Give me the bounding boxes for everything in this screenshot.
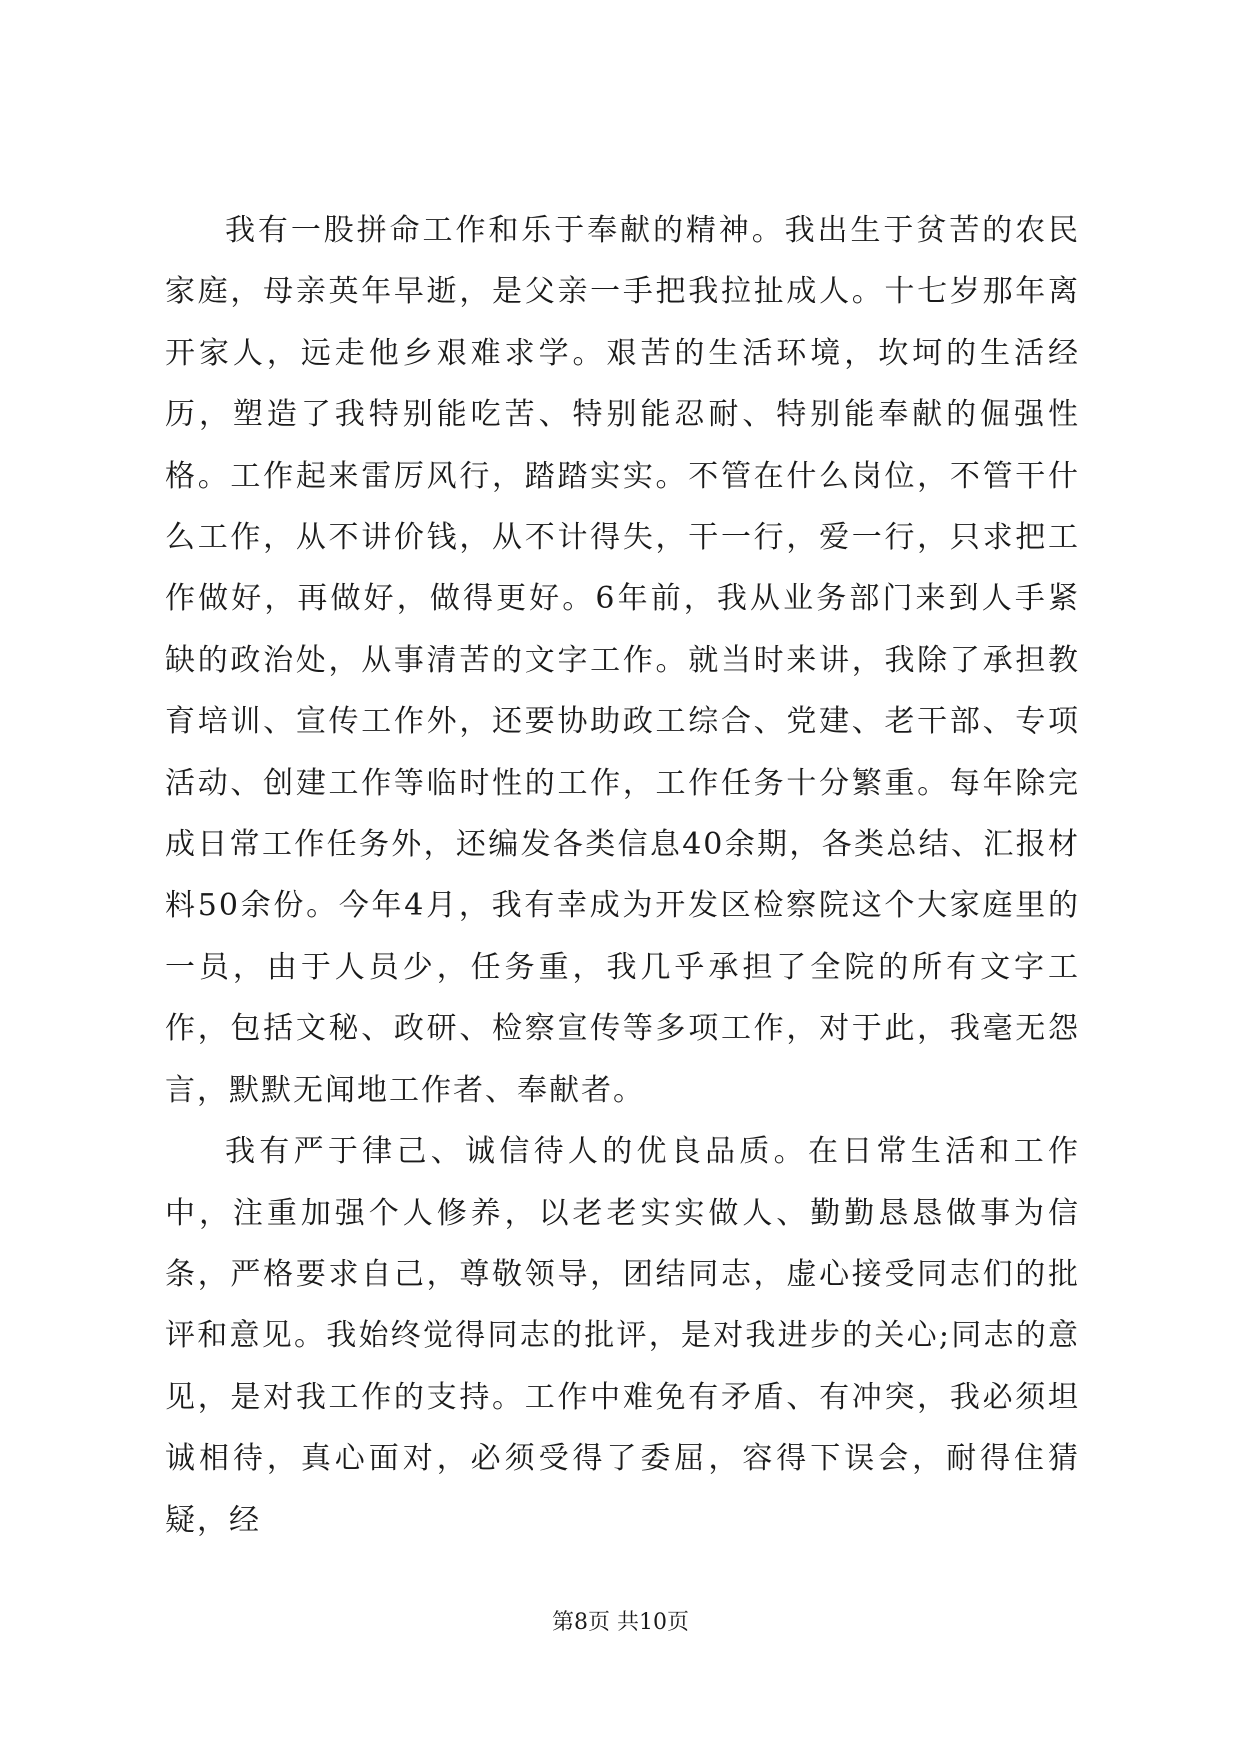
page-number-footer: 第8页 共10页 <box>552 1610 689 1635</box>
document-body <box>165 200 1080 1551</box>
paragraph-dedication: 我有一股拼命工作和乐于奉献的精神。我出生于贫苦的农民家庭，母亲英年早逝，是父亲一手把我拉扯成人。十七岁那年离开家人，远走他乡艰难求学。艰苦的生活环境，坎坷的生活经历，塑造了我特别能吃苦、特别能忍耐、特别能奉献的倔强性格。工作起来雷厉风行，踏踏实实。不管在什么岗位，不管干什么工作，从不讲价钱，从不计得失，干一行，爱一行，只求把工作做好，再做好，做得更好。6年前，我从业务部门来到人手紧缺的政治处，从事清苦的文字工作。就当时来讲，我除了承担教育培训、宣传工作外，还要协助政工综合、党建、老干部、专项活动、创建工作等临时性的工作，工作任务十分繁重。每年除完成日常工作任务外，还编发各类信息40余期，各类总结、汇报材料50余份。今年4月，我有幸成为开发区检察院这个大家庭里的一员，由于人员少，任务重，我几乎承担了全院的所有文字工作，包括文秘、政研、检察宣传等多项工作，对于此，我毫无怨言，默默无闻地工作者、奉献者。 <box>165 213 1080 1108</box>
paragraph-integrity: 我有严于律己、诚信待人的优良品质。在日常生活和工作中，注重加强个人修养，以老老实实做人、勤勤恳恳做事为信条，严格要求自己，尊敬领导，团结同志，虚心接受同志们的批评和意见。我始终觉得同志的批评，是对我进步的关心;同志的意见，是对我工作的支持。工作中难免有矛盾、有冲突，我必须坦诚相待，真心面对，必须受得了委屈，容得下误会，耐得住猜疑，经 <box>165 1134 1080 1538</box>
